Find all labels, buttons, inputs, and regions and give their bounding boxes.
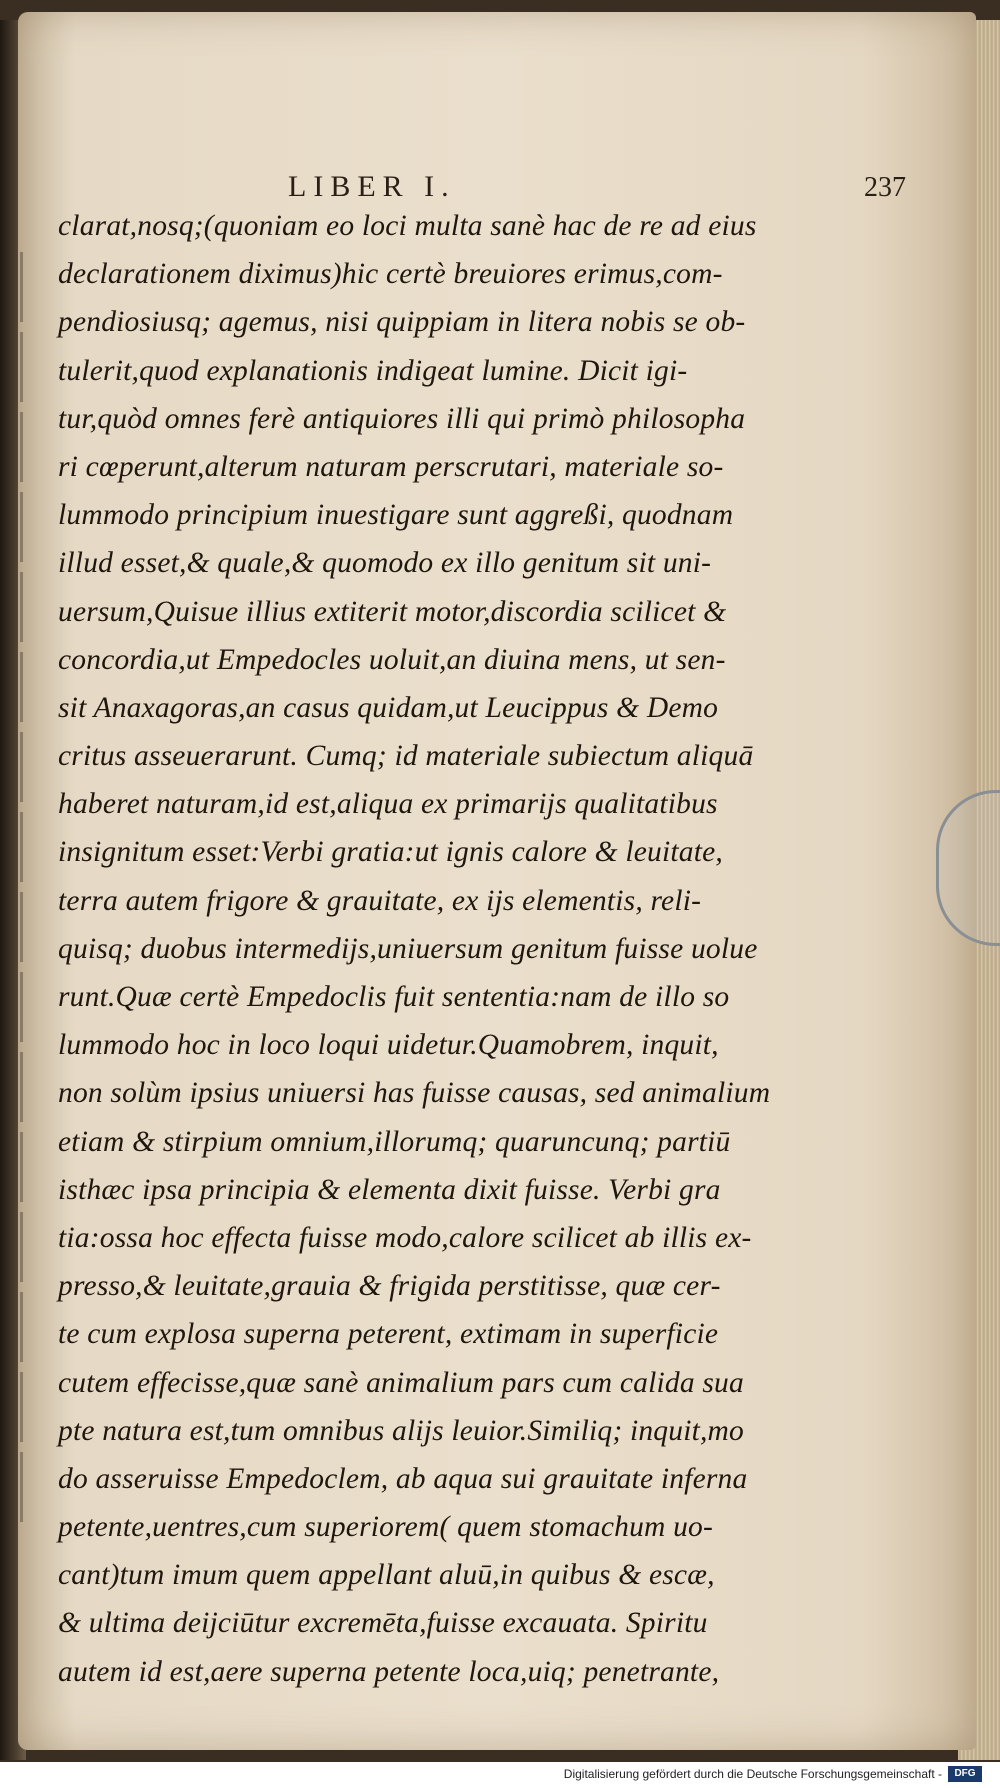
- text-line: lummodo principium inuestigare sunt aggreßi, quodnam: [58, 499, 734, 532]
- text-line: tulerit,quod explanationis indigeat lumine. Dicit igi-: [58, 354, 688, 387]
- digitization-footer: [0, 1762, 1000, 1788]
- text-line: tia:ossa hoc effecta fuisse modo,calore scilicet ab illis ex-: [58, 1221, 752, 1254]
- text-line: isthæc ipsa principia & elementa dixit fuisse. Verbi gra: [58, 1173, 721, 1206]
- text-line: runt.Quæ certè Empedoclis fuit sententia:nam de illo so: [58, 981, 730, 1013]
- text-line: do asseruisse Empedoclem, ab aqua sui grauitate inferna: [58, 1462, 748, 1495]
- text-line: pte natura est,tum omnibus alijs leuior.Similiq; inquit,mo: [58, 1414, 745, 1447]
- text-line: critus asseuerarunt. Cumq; id materiale subiectum aliquā: [58, 740, 754, 773]
- text-line: ri cœperunt,alterum naturam perscrutari, materiale so-: [58, 450, 724, 483]
- text-block: [58, 202, 838, 1696]
- page-number: 237: [864, 172, 906, 203]
- text-line: insignitum esset:Verbi gratia:ut ignis calore & leuitate,: [58, 836, 723, 869]
- text-line: illud esset,& quale,& quomodo ex illo genitum sit uni-: [58, 547, 712, 580]
- text-line: lummodo hoc in loco loqui uidetur.Quamobrem, inquit,: [58, 1029, 719, 1062]
- text-line: presso,& leuitate,grauia & frigida perstitisse, quæ cer-: [58, 1270, 721, 1303]
- text-line: autem id est,aere superna petente loca,uiq; penetrante,: [58, 1655, 720, 1688]
- dfg-logo-icon: DFG: [948, 1766, 982, 1782]
- text-line: concordia,ut Empedocles uoluit,an diuina mens, ut sen-: [58, 643, 726, 676]
- text-line: petente,uentres,cum superiorem( quem stomachum uo-: [58, 1511, 714, 1544]
- text-line: pendiosiusq; agemus, nisi quippiam in litera nobis se ob-: [58, 306, 746, 339]
- text-line: etiam & stirpium omnium,illorumq; quaruncunq; partiū: [58, 1125, 731, 1158]
- text-line: te cum explosa superna peterent, extimam in superficie: [58, 1318, 719, 1351]
- text-line: terra autem frigore & grauitate, ex ijs elementis, reli-: [58, 884, 702, 917]
- text-line: cutem effecisse,quæ sanè animalium pars cum calida sua: [58, 1366, 744, 1399]
- text-line: cant)tum imum quem appellant aluū,in quibus & escæ,: [58, 1559, 715, 1592]
- text-line: & ultima deijciūtur excremēta,fuisse excauata. Spiritu: [58, 1607, 708, 1640]
- text-line: clarat,nosq;(quoniam eo loci multa sanè hac de re ad eius: [58, 210, 757, 242]
- text-line: tur,quòd omnes ferè antiquiores illi qui primò philosopha: [58, 402, 746, 435]
- text-line: non solùm ipsius uniuersi has fuisse causas, sed animalium: [58, 1077, 771, 1110]
- text-line: uersum,Quisue illius extiterit motor,discordia scilicet &: [58, 595, 727, 628]
- text-line: sit Anaxagoras,an casus quidam,ut Leucippus & Demo: [58, 691, 719, 724]
- book-page: [18, 12, 976, 1750]
- facing-page-bleed: [20, 252, 40, 1552]
- running-title: LIBER I.: [288, 170, 456, 203]
- text-line: declarationem diximus)hic certè breuiores erimus,com-: [58, 258, 723, 291]
- text-line: haberet naturam,id est,aliqua ex primarijs qualitatibus: [58, 788, 718, 821]
- text-line: quisq; duobus intermedijs,uniuersum genitum fuisse uolue: [58, 932, 758, 965]
- funding-credit: Digitalisierung gefördert durch die Deutsche Forschungsgemeinschaft -: [563, 1767, 942, 1781]
